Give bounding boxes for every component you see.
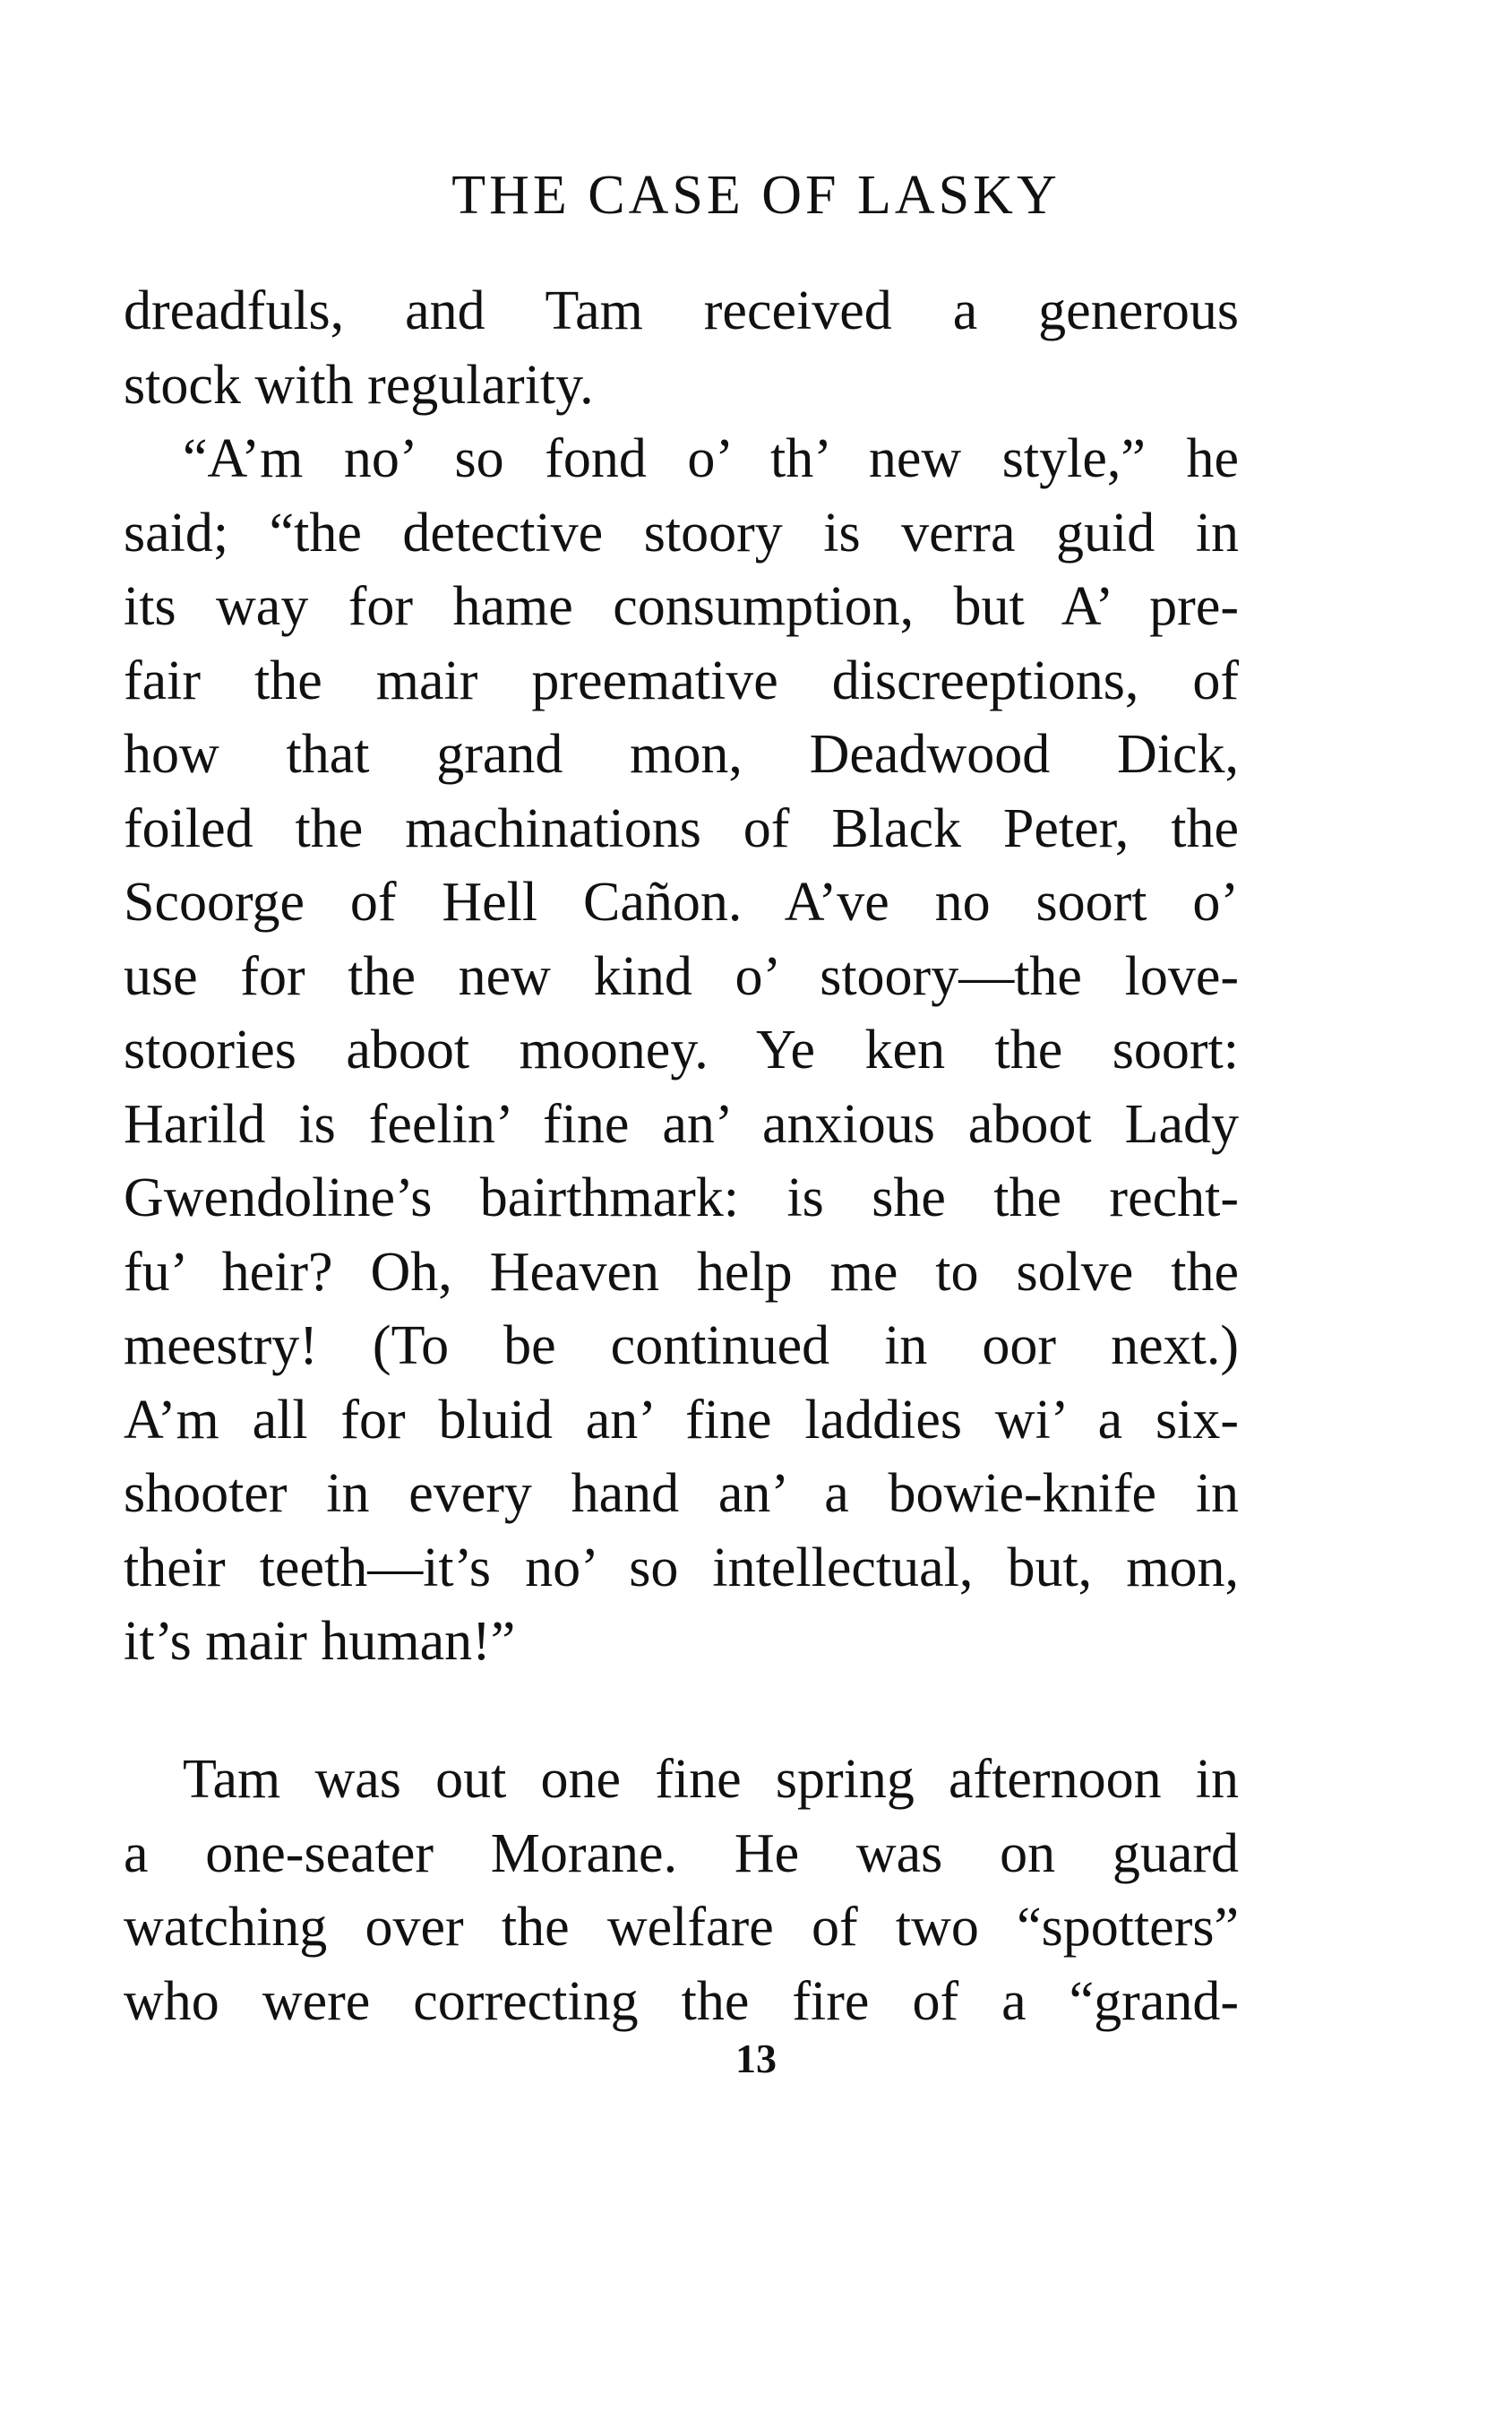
running-head: THE CASE OF LASKY: [451, 165, 1061, 226]
paragraph-2: [124, 422, 1239, 1679]
text-line: it’s mair human!”: [124, 1611, 516, 1672]
paragraph-3: [124, 1743, 1239, 2038]
text-block-lower: [124, 1743, 1239, 2038]
text-line: shooter in every hand an’ a bowie-knife in: [124, 1463, 1239, 1524]
text-line: Scoorge of Hell Cañon. A’ve no soort o’: [124, 872, 1239, 933]
text-line: who were correcting the fire of a “grand-: [124, 1970, 1239, 2032]
text-line: “A’m no’ so fond o’ th’ new style,” he: [183, 428, 1239, 489]
page-number: 13: [735, 2036, 777, 2081]
text-block-upper: [124, 274, 1239, 1679]
text-line: a one-seater Morane. He was on guard: [124, 1822, 1239, 1884]
text-line: fu’ heir? Oh, Heaven help me to solve the: [124, 1241, 1239, 1303]
text-line: use for the new kind o’ stoory—the love-: [124, 945, 1239, 1007]
text-line: Harild is feelin’ fine an’ anxious aboot Lady: [124, 1093, 1239, 1155]
text-line: said; “the detective stoory is verra guid in: [124, 502, 1239, 564]
text-line: their teeth—it’s no’ so intellectual, but, mon,: [124, 1537, 1239, 1598]
text-line: its way for hame consumption, but A’ pre-: [124, 576, 1239, 637]
text-line: fair the mair preemative discreeptions, of: [124, 650, 1239, 711]
text-line: A’m all for bluid an’ fine laddies wi’ a six-: [124, 1389, 1239, 1451]
text-line: Tam was out one fine spring afternoon in: [183, 1749, 1239, 1810]
text-line: dreadfuls, and Tam received a generous: [124, 280, 1239, 341]
text-line: Gwendoline’s bairthmark: is she the recht-: [124, 1167, 1239, 1228]
text-line: foiled the machinations of Black Peter, the: [124, 797, 1239, 859]
paragraph-1: [124, 274, 1239, 422]
text-line: stoories aboot mooney. Ye ken the soort:: [124, 1020, 1239, 1081]
text-line: stock with regularity.: [124, 354, 594, 416]
text-line: watching over the welfare of two “spotters”: [124, 1897, 1239, 1958]
text-line: how that grand mon, Deadwood Dick,: [124, 724, 1239, 785]
text-line: meestry! (To be continued in oor next.): [124, 1315, 1239, 1376]
